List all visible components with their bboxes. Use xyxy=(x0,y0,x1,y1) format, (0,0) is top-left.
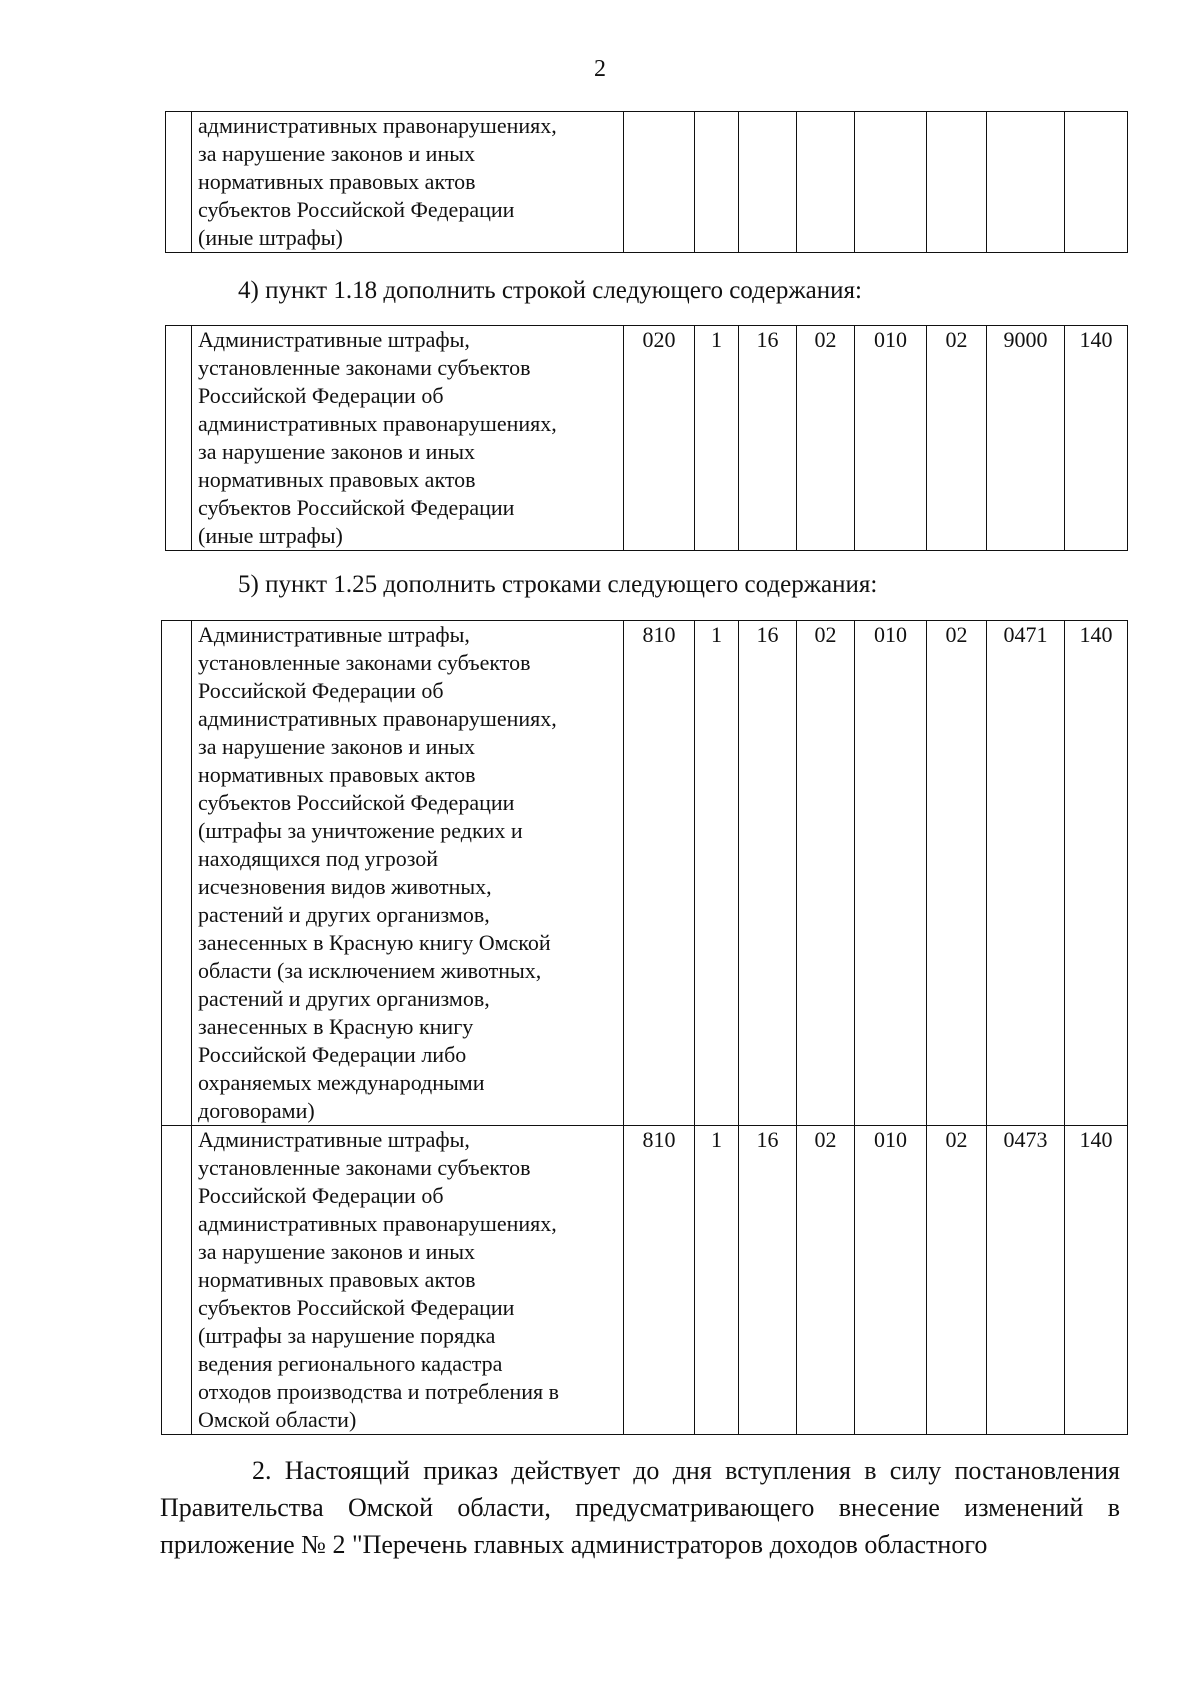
budget-code-cell: 0471 xyxy=(987,621,1065,1126)
budget-code-cell: 16 xyxy=(739,326,797,551)
budget-code-cell: 010 xyxy=(855,326,927,551)
budget-code-cell xyxy=(624,112,695,253)
budget-code-cell: 02 xyxy=(927,621,987,1126)
revenue-description-cell: административных правонарушениях, за нарушение законов и иных нормативных правовых актов субъектов Российской Федерации (иные штрафы) xyxy=(192,112,624,253)
budget-code-cell: 020 xyxy=(624,326,695,551)
row-number-cell xyxy=(162,1126,192,1435)
budget-code-cell xyxy=(1065,112,1128,253)
budget-code-cell: 140 xyxy=(1065,326,1128,551)
budget-code-cell: 02 xyxy=(927,1126,987,1435)
budget-code-cell: 9000 xyxy=(987,326,1065,551)
budget-code-cell: 010 xyxy=(855,1126,927,1435)
budget-code-cell xyxy=(739,112,797,253)
table-row xyxy=(162,1126,1128,1435)
budget-code-cell: 810 xyxy=(624,621,695,1126)
amendment-item-5: 5) пункт 1.25 дополнить строками следующего содержания: xyxy=(238,571,878,598)
budget-code-cell: 02 xyxy=(797,1126,855,1435)
amendment-item-4: 4) пункт 1.18 дополнить строкой следующего содержания: xyxy=(238,277,862,304)
budget-code-cell xyxy=(797,112,855,253)
row-number-cell xyxy=(166,326,192,551)
budget-code-table-item-1-25 xyxy=(161,620,1128,1435)
budget-code-table-continued xyxy=(165,111,1128,253)
budget-code-cell xyxy=(987,112,1065,253)
row-number-cell xyxy=(162,621,192,1126)
budget-code-cell: 1 xyxy=(695,326,739,551)
budget-code-cell: 0473 xyxy=(987,1126,1065,1435)
budget-code-cell: 1 xyxy=(695,621,739,1126)
budget-code-cell: 02 xyxy=(797,326,855,551)
budget-code-table-item-1-18 xyxy=(165,325,1128,551)
row-number-cell xyxy=(166,112,192,253)
revenue-description-cell: Административные штрафы, установленные законами субъектов Российской Федерации об административных правонарушениях, за нарушение законов и иных нормативных правовых актов субъектов Российской Федерации (штрафы за уничтожение редких и находящихся под угрозой исчезновения видов животных, растений и других организмов, занесенных в Красную книгу Омской области (за исключением животных, растений и других организмов, занесенных в Красную книгу Российской Федерации либо охраняемых международными договорами) xyxy=(192,621,624,1126)
budget-code-cell xyxy=(855,112,927,253)
revenue-description-cell: Административные штрафы, установленные законами субъектов Российской Федерации об административных правонарушениях, за нарушение законов и иных нормативных правовых актов субъектов Российской Федерации (иные штрафы) xyxy=(192,326,624,551)
order-validity-paragraph: 2. Настоящий приказ действует до дня вступления в силу постановления Правительства Омской области, предусматривающего внесение изменений в приложение № 2 "Перечень главных администраторов доходов областного xyxy=(160,1456,1120,1559)
table-row xyxy=(166,326,1128,551)
budget-code-cell: 16 xyxy=(739,1126,797,1435)
revenue-description-cell: Административные штрафы, установленные законами субъектов Российской Федерации об административных правонарушениях, за нарушение законов и иных нормативных правовых актов субъектов Российской Федерации (штрафы за нарушение порядка ведения регионального кадастра отходов производства и потребления в Омской области) xyxy=(192,1126,624,1435)
budget-code-cell: 02 xyxy=(927,326,987,551)
budget-code-cell xyxy=(695,112,739,253)
budget-code-cell: 16 xyxy=(739,621,797,1126)
budget-code-cell: 010 xyxy=(855,621,927,1126)
budget-code-cell: 140 xyxy=(1065,1126,1128,1435)
page-number: 2 xyxy=(594,56,606,82)
budget-code-cell: 02 xyxy=(797,621,855,1126)
table-row xyxy=(166,112,1128,253)
budget-code-cell xyxy=(927,112,987,253)
budget-code-cell: 810 xyxy=(624,1126,695,1435)
budget-code-cell: 140 xyxy=(1065,621,1128,1126)
budget-code-cell: 1 xyxy=(695,1126,739,1435)
table-row xyxy=(162,621,1128,1126)
